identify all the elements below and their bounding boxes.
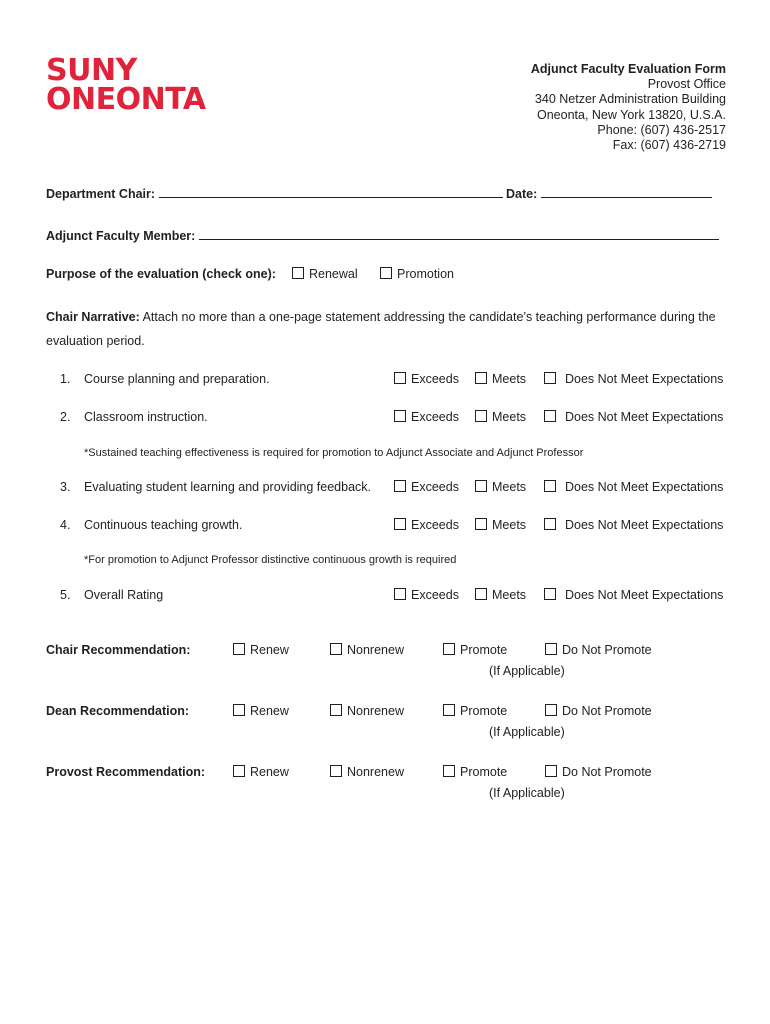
promote-label: Promote (460, 765, 508, 779)
suny-oneonta-logo (46, 53, 206, 117)
criterion-number: 5. (60, 588, 71, 602)
does-not-meet-checkbox[interactable] (544, 588, 556, 600)
sustained-effectiveness-note: *Sustained teaching effectiveness is required for promotion to Adjunct Associate and Adjunct Professor (84, 447, 584, 459)
does-not-meet-label: Does Not Meet Expectations (565, 480, 724, 494)
if-applicable-note: (If Applicable) (489, 664, 565, 678)
criterion-2-meets[interactable] (475, 410, 526, 424)
promote-checkbox[interactable] (443, 765, 455, 777)
exceeds-checkbox[interactable] (394, 372, 406, 384)
department-chair-label: Department Chair: (46, 187, 156, 201)
meets-label: Meets (492, 410, 527, 424)
chair-promote-option[interactable] (443, 643, 507, 657)
does-not-meet-label: Does Not Meet Expectations (565, 372, 724, 386)
criterion-1-does-not-meet[interactable] (544, 372, 723, 386)
meets-checkbox[interactable] (475, 588, 487, 600)
logo-line-2: ONEONTA (46, 82, 206, 117)
if-applicable-note: (If Applicable) (489, 786, 565, 800)
nonrenew-label: Nonrenew (347, 765, 404, 779)
does-not-meet-checkbox[interactable] (544, 480, 556, 492)
does-not-meet-checkbox[interactable] (544, 410, 556, 422)
does-not-meet-label: Does Not Meet Expectations (565, 588, 724, 602)
exceeds-label: Exceeds (411, 588, 459, 602)
do-not-promote-checkbox[interactable] (545, 643, 557, 655)
meets-checkbox[interactable] (475, 518, 487, 530)
criterion-4-does-not-meet[interactable] (544, 518, 723, 532)
chair-renew-option[interactable] (233, 643, 289, 657)
adjunct-member-label: Adjunct Faculty Member: (46, 229, 196, 243)
criterion-4-exceeds[interactable] (394, 518, 459, 532)
criterion-number: 4. (60, 518, 71, 532)
date-field[interactable] (541, 186, 712, 198)
purpose-label: Purpose of the evaluation (check one): (46, 267, 276, 281)
criterion-number: 1. (60, 372, 71, 386)
office-fax: Fax: (607) 436-2719 (612, 138, 726, 153)
exceeds-label: Exceeds (411, 372, 459, 386)
promote-label: Promote (460, 643, 508, 657)
logo-line-1: SUNY (46, 53, 137, 88)
criterion-5-meets[interactable] (475, 588, 526, 602)
adjunct-member-row (46, 228, 719, 243)
does-not-meet-label: Does Not Meet Expectations (565, 410, 724, 424)
renew-label: Renew (250, 704, 289, 718)
renew-checkbox[interactable] (233, 643, 245, 655)
criterion-5-does-not-meet[interactable] (544, 588, 723, 602)
renew-checkbox[interactable] (233, 704, 245, 716)
provost-promote-option[interactable] (443, 765, 507, 779)
renewal-option[interactable] (292, 267, 358, 281)
office-name: Provost Office (647, 77, 726, 92)
office-phone: Phone: (607) 436-2517 (597, 122, 726, 137)
criterion-1-meets[interactable] (475, 372, 526, 386)
meets-label: Meets (492, 480, 527, 494)
nonrenew-label: Nonrenew (347, 643, 404, 657)
criterion-label: Classroom instruction. (84, 410, 208, 424)
renew-label: Renew (250, 765, 289, 779)
exceeds-checkbox[interactable] (394, 518, 406, 530)
meets-label: Meets (492, 518, 527, 532)
chair-narrative-label: Chair Narrative: (46, 310, 140, 324)
recommendation-label: Provost Recommendation: (46, 765, 206, 779)
promote-checkbox[interactable] (443, 704, 455, 716)
meets-checkbox[interactable] (475, 410, 487, 422)
exceeds-label: Exceeds (411, 480, 459, 494)
criterion-2-exceeds[interactable] (394, 410, 459, 424)
adjunct-member-field[interactable] (199, 228, 719, 240)
do-not-promote-label: Do Not Promote (562, 704, 652, 718)
do-not-promote-checkbox[interactable] (545, 765, 557, 777)
exceeds-checkbox[interactable] (394, 480, 406, 492)
meets-checkbox[interactable] (475, 480, 487, 492)
exceeds-checkbox[interactable] (394, 588, 406, 600)
dean-renew-option[interactable] (233, 704, 289, 718)
promote-checkbox[interactable] (443, 643, 455, 655)
criterion-2-does-not-meet[interactable] (544, 410, 723, 424)
department-chair-field[interactable] (159, 186, 503, 198)
do-not-promote-label: Do Not Promote (562, 765, 652, 779)
renew-label: Renew (250, 643, 289, 657)
criterion-1-exceeds[interactable] (394, 372, 459, 386)
recommendation-label: Chair Recommendation: (46, 643, 191, 657)
office-address-block (531, 62, 726, 153)
meets-label: Meets (492, 372, 527, 386)
do-not-promote-label: Do Not Promote (562, 643, 652, 657)
nonrenew-checkbox[interactable] (330, 643, 342, 655)
promote-label: Promote (460, 704, 508, 718)
criterion-label: Overall Rating (84, 588, 164, 602)
does-not-meet-checkbox[interactable] (544, 372, 556, 384)
promotion-label: Promotion (397, 267, 454, 281)
does-not-meet-label: Does Not Meet Expectations (565, 518, 724, 532)
criterion-3-meets[interactable] (475, 480, 526, 494)
criterion-4-meets[interactable] (475, 518, 526, 532)
does-not-meet-checkbox[interactable] (544, 518, 556, 530)
exceeds-label: Exceeds (411, 518, 459, 532)
department-chair-row (46, 186, 712, 201)
chair-do-not-promote-option[interactable] (545, 643, 652, 657)
do-not-promote-checkbox[interactable] (545, 704, 557, 716)
exceeds-checkbox[interactable] (394, 410, 406, 422)
nonrenew-label: Nonrenew (347, 704, 404, 718)
if-applicable-note: (If Applicable) (489, 725, 565, 739)
dean-do-not-promote-option[interactable] (545, 704, 652, 718)
nonrenew-checkbox[interactable] (330, 704, 342, 716)
dean-nonrenew-option[interactable] (330, 704, 404, 718)
renew-checkbox[interactable] (233, 765, 245, 777)
renewal-checkbox[interactable] (292, 267, 304, 279)
form-title: Adjunct Faculty Evaluation Form (530, 62, 726, 76)
meets-label: Meets (492, 588, 527, 602)
chair-nonrenew-option[interactable] (330, 643, 404, 657)
criterion-label: Course planning and preparation. (84, 372, 270, 386)
provost-do-not-promote-option[interactable] (545, 765, 652, 779)
criterion-number: 2. (60, 410, 71, 424)
criterion-5-exceeds[interactable] (394, 588, 459, 602)
office-address-line-2: Oneonta, New York 13820, U.S.A. (536, 107, 726, 122)
nonrenew-checkbox[interactable] (330, 765, 342, 777)
promotion-checkbox[interactable] (380, 267, 392, 279)
provost-renew-option[interactable] (233, 765, 289, 779)
criterion-3-exceeds[interactable] (394, 480, 459, 494)
exceeds-label: Exceeds (411, 410, 459, 424)
chair-narrative-text: Attach no more than a one-page statement addressing the candidate’s teaching performance during the evaluation period. (46, 310, 716, 348)
promotion-option[interactable] (380, 267, 454, 281)
criterion-number: 3. (60, 480, 71, 494)
criterion-label: Continuous teaching growth. (84, 518, 243, 532)
criterion-label: Evaluating student learning and providing feedback. (84, 480, 372, 494)
distinctive-growth-note: *For promotion to Adjunct Professor distinctive continuous growth is required (84, 554, 457, 566)
dean-promote-option[interactable] (443, 704, 507, 718)
renewal-label: Renewal (309, 267, 358, 281)
chair-narrative (46, 305, 736, 353)
provost-nonrenew-option[interactable] (330, 765, 404, 779)
criterion-3-does-not-meet[interactable] (544, 480, 723, 494)
date-label: Date: (506, 187, 538, 201)
recommendation-label: Dean Recommendation: (46, 704, 190, 718)
meets-checkbox[interactable] (475, 372, 487, 384)
office-address-line-1: 340 Netzer Administration Building (534, 92, 726, 107)
